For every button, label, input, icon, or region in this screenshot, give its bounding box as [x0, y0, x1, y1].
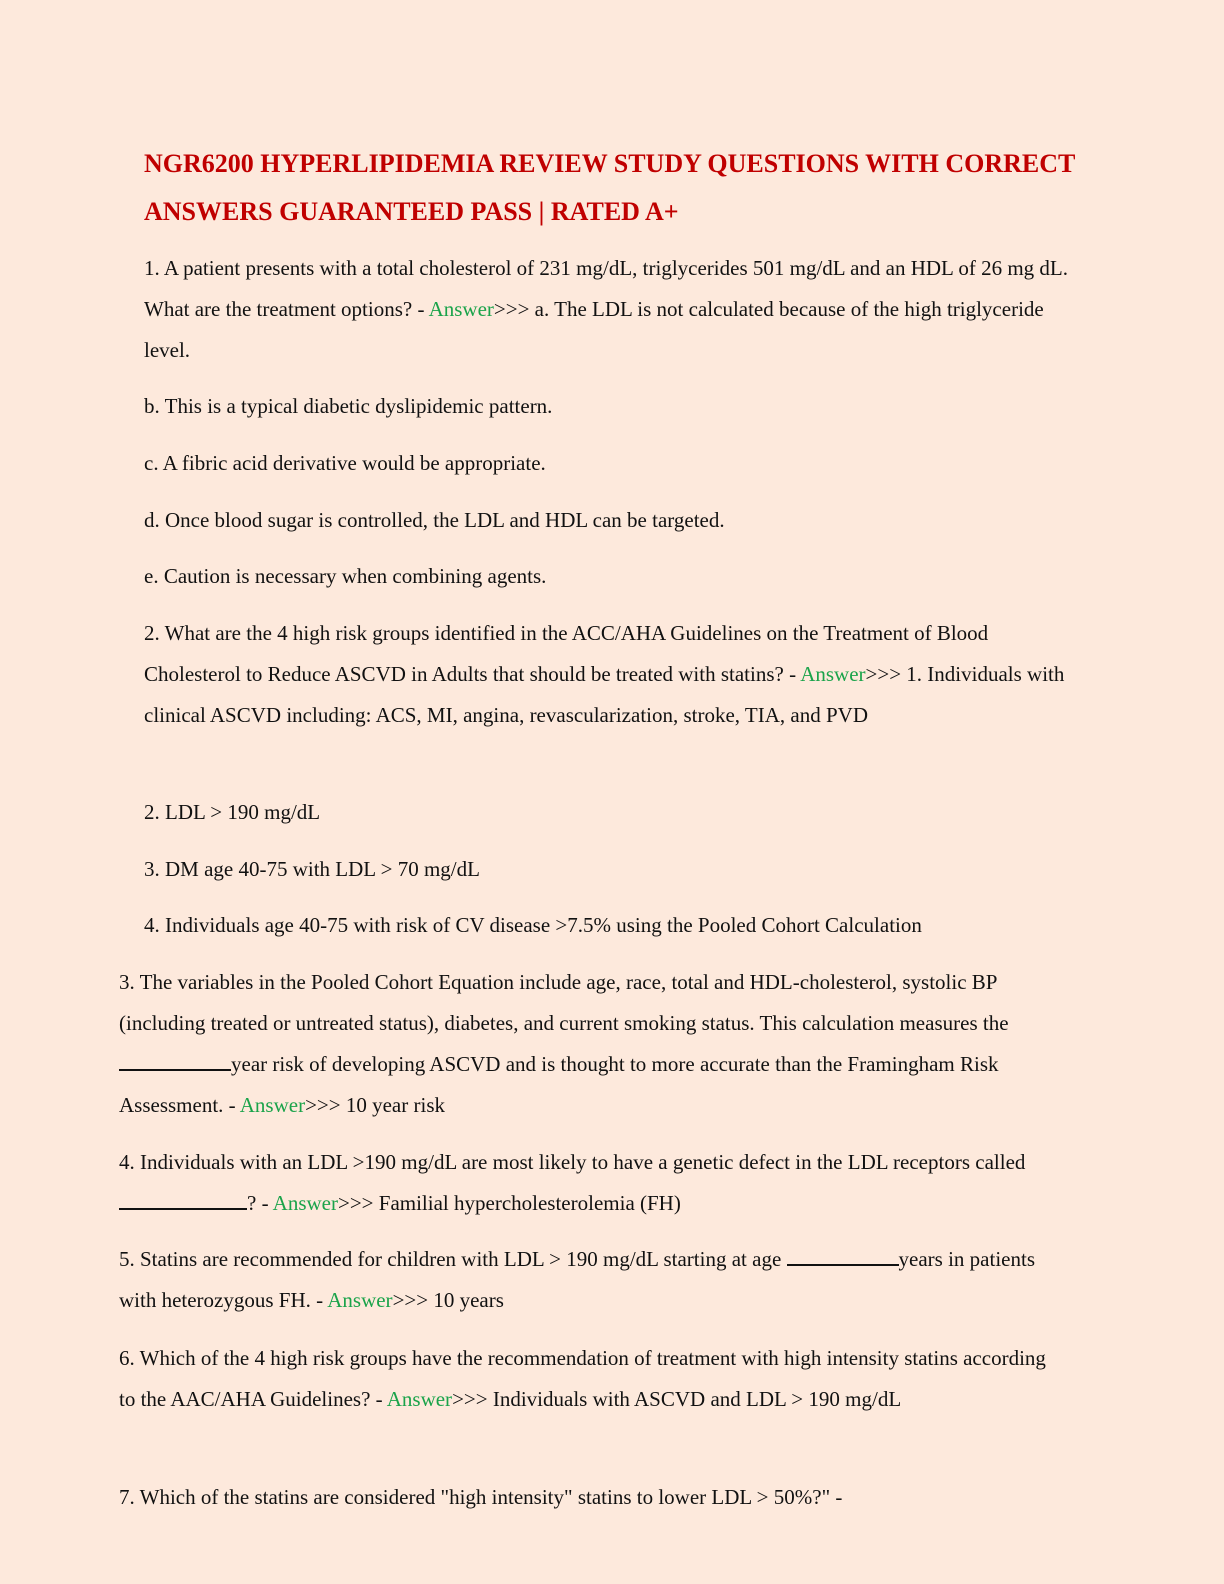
- question-2-item-4: 4. Individuals age 40-75 with risk of CV disease >7.5% using the Pooled Cohort Calculation: [144, 913, 922, 937]
- question-6-text: 6. Which of the 4 high risk groups have the recommendation of treatment with high intensity statins according to the AAC/AHA Guidelines? -: [119, 1346, 1046, 1411]
- question-4-answer: Familial hypercholesterolemia (FH): [373, 1191, 681, 1215]
- question-5-text-after: years in patients with heterozygous FH. -: [119, 1247, 1035, 1312]
- question-7: [119, 1477, 1059, 1518]
- question-2-item-3: 3. DM age 40-75 with LDL > 70 mg/dL: [144, 857, 480, 881]
- fill-in-blank: [119, 1190, 247, 1210]
- answer-arrow: >>>: [337, 1191, 374, 1215]
- fill-in-blank: [119, 1051, 231, 1071]
- question-4: [119, 1142, 1059, 1224]
- question-1-option-c: c. A fibric acid derivative would be appropriate.: [144, 451, 546, 475]
- question-3-text-before: 3. The variables in the Pooled Cohort Equation include age, race, total and HDL-cholesterol, systolic BP (including treated or untreated status), diabetes, and current smoking status. This calculation measures the: [119, 970, 1009, 1035]
- question-4-text-after: ? -: [247, 1191, 273, 1215]
- document-title: NGR6200 HYPERLIPIDEMIA REVIEW STUDY QUESTIONS WITH CORRECT ANSWERS GUARANTEED PASS | RATED A+: [144, 149, 1075, 226]
- question-6: [119, 1338, 1059, 1420]
- question-3: [119, 962, 1059, 1126]
- question-5-text-before: 5. Statins are recommended for children with LDL > 190 mg/dL starting at age: [119, 1247, 787, 1271]
- fill-in-blank: [787, 1246, 899, 1266]
- answer-arrow: >>>: [305, 1093, 341, 1117]
- answer-label: Answer: [327, 1288, 393, 1312]
- question-3-answer: 10 year risk: [340, 1093, 445, 1117]
- question-5-answer: 10 years: [428, 1288, 504, 1312]
- question-2-text: 2. What are the 4 high risk groups identified in the ACC/AHA Guidelines on the Treatment of Blood Cholesterol to Reduce ASCVD in Adults that should be treated with statins? -: [144, 621, 989, 686]
- question-4-text-before: 4. Individuals with an LDL >190 mg/dL are most likely to have a genetic defect in the LDL receptors called: [119, 1150, 1026, 1174]
- question-7-text: 7. Which of the statins are considered "high intensity" statins to lower LDL > 50%?" -: [119, 1485, 843, 1509]
- question-5: [119, 1239, 1059, 1321]
- answer-arrow: >>>: [865, 662, 902, 686]
- question-6-answer: Individuals with ASCVD and LDL > 190 mg/dL: [487, 1387, 902, 1411]
- question-1-text: 1. A patient presents with a total cholesterol of 231 mg/dL, triglycerides 501 mg/dL and an HDL of 26 mg dL. What are the treatment options? -: [144, 256, 1069, 321]
- question-2: [144, 613, 1084, 736]
- answer-label: Answer: [428, 297, 494, 321]
- question-1-option-e: e. Caution is necessary when combining agents.: [144, 564, 547, 588]
- question-1: [144, 248, 1084, 371]
- answer-arrow: >>>: [493, 297, 530, 321]
- question-2-answer: 1. Individuals with clinical ASCVD including: ACS, MI, angina, revascularization, stroke, TIA, and PVD: [144, 662, 1065, 727]
- question-1-answer: a. The LDL is not calculated because of the high triglyceride level.: [144, 297, 1044, 362]
- question-1-option-b: b. This is a typical diabetic dyslipidemic pattern.: [144, 394, 553, 418]
- answer-arrow: >>>: [392, 1288, 429, 1312]
- answer-label: Answer: [239, 1093, 306, 1117]
- answer-label: Answer: [272, 1191, 338, 1215]
- answer-label: Answer: [800, 662, 866, 686]
- answer-arrow: >>>: [452, 1387, 488, 1411]
- answer-label: Answer: [386, 1387, 453, 1411]
- question-2-item-2: 2. LDL > 190 mg/dL: [144, 800, 321, 824]
- question-3-text-after: year risk of developing ASCVD and is thought to more accurate than the Framingham Risk Assessment. -: [119, 1052, 999, 1117]
- question-1-option-d: d. Once blood sugar is controlled, the LDL and HDL can be targeted.: [144, 508, 725, 532]
